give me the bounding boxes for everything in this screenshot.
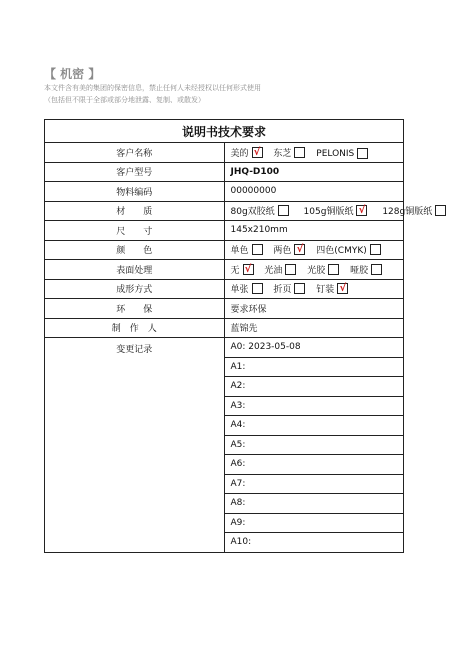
row-author bbox=[45, 318, 404, 338]
row-forming bbox=[45, 279, 404, 299]
checkbox[interactable] bbox=[328, 264, 339, 275]
checkbox[interactable] bbox=[252, 244, 263, 255]
customer-name-label: 客户名称 bbox=[45, 143, 225, 163]
option-label: 四色(CMYK) bbox=[316, 246, 367, 257]
option-four-color[interactable] bbox=[316, 243, 380, 256]
checkbox[interactable]: √ bbox=[337, 283, 348, 294]
spec-table bbox=[44, 119, 433, 553]
option-toshiba[interactable] bbox=[273, 146, 305, 159]
change-record-entry: A3: bbox=[224, 396, 404, 416]
forming-label: 成形方式 bbox=[45, 279, 225, 299]
change-record-label bbox=[45, 338, 225, 553]
change-record-entry: A9: bbox=[224, 513, 404, 533]
option-two-color[interactable] bbox=[273, 243, 305, 256]
option-pelonis[interactable] bbox=[316, 148, 368, 159]
change-record-entry: A0: 2023-05-08 bbox=[224, 338, 404, 358]
author-label: 制 作 人 bbox=[45, 318, 225, 338]
surface-options bbox=[224, 260, 404, 280]
option-label: 光油 bbox=[264, 265, 283, 276]
option-none[interactable] bbox=[231, 263, 254, 276]
color-label: 颜 色 bbox=[45, 240, 225, 260]
row-color bbox=[45, 240, 404, 260]
option-105g-coated[interactable] bbox=[304, 204, 368, 217]
row-customer-name bbox=[45, 143, 404, 163]
change-record-entry: A5: bbox=[224, 435, 404, 455]
checkbox[interactable]: √ bbox=[294, 244, 305, 255]
material-label: 材 质 bbox=[45, 201, 225, 221]
option-single-color[interactable] bbox=[231, 243, 263, 256]
option-128g-coated[interactable] bbox=[382, 204, 446, 217]
document-header bbox=[44, 66, 414, 106]
material-options bbox=[224, 201, 433, 221]
change-record-entry: A10: bbox=[224, 533, 404, 553]
row-material bbox=[45, 201, 404, 221]
option-single-sheet[interactable] bbox=[231, 282, 263, 295]
row-size bbox=[45, 221, 404, 241]
change-record-entry: A4: bbox=[224, 416, 404, 436]
checkbox[interactable] bbox=[278, 205, 289, 216]
checkbox[interactable]: √ bbox=[356, 205, 367, 216]
checkbox[interactable] bbox=[294, 147, 305, 158]
confidentiality-notice: 本文件含有美的集团的保密信息，禁止任何人未经授权以任何形式使用 bbox=[44, 84, 261, 92]
option-label: 折页 bbox=[273, 285, 292, 296]
change-record-entry: A1: bbox=[224, 357, 404, 377]
table-title: 说明书技术要求 bbox=[45, 120, 404, 143]
option-label: 美的 bbox=[230, 148, 249, 159]
option-80g-offset[interactable] bbox=[231, 204, 289, 217]
checkbox[interactable] bbox=[294, 283, 305, 294]
option-label: 无 bbox=[230, 265, 240, 276]
option-matte-laminate[interactable] bbox=[350, 263, 382, 276]
customer-model-label: 客户型号 bbox=[45, 162, 225, 182]
color-options bbox=[224, 240, 404, 260]
option-label: 哑胶 bbox=[350, 265, 369, 276]
checkbox[interactable]: √ bbox=[252, 147, 263, 158]
option-stapled[interactable] bbox=[316, 282, 348, 295]
change-record-entry: A8: bbox=[224, 494, 404, 514]
surface-label: 表面处理 bbox=[45, 260, 225, 280]
option-label: 80g双胶纸 bbox=[230, 207, 275, 218]
option-label: 钉装 bbox=[316, 285, 335, 296]
option-varnish[interactable] bbox=[264, 263, 296, 276]
option-label: 两色 bbox=[273, 246, 292, 257]
option-label: 东芝 bbox=[273, 148, 292, 159]
environment-label: 环 保 bbox=[45, 299, 225, 319]
size-value: 145x210mm bbox=[224, 221, 404, 241]
author-value: 蓝锦先 bbox=[224, 318, 404, 338]
option-label: 105g铜版纸 bbox=[303, 207, 354, 218]
checkbox[interactable] bbox=[435, 205, 446, 216]
customer-name-options bbox=[224, 143, 404, 163]
checkbox[interactable] bbox=[285, 264, 296, 275]
checkbox[interactable] bbox=[357, 148, 368, 159]
option-label: 光胶 bbox=[307, 265, 326, 276]
row-change-record bbox=[45, 338, 404, 358]
option-midea[interactable] bbox=[231, 146, 263, 159]
option-folded[interactable] bbox=[273, 282, 305, 295]
option-label: PELONIS bbox=[316, 148, 355, 159]
confidential-label: 【 机密 】 bbox=[44, 67, 101, 81]
environment-value: 要求环保 bbox=[224, 299, 404, 319]
row-environment bbox=[45, 299, 404, 319]
option-label: 128g铜版纸 bbox=[382, 207, 433, 218]
size-label: 尺 寸 bbox=[45, 221, 225, 241]
checkbox[interactable] bbox=[370, 244, 381, 255]
forming-options bbox=[224, 279, 404, 299]
checkbox[interactable] bbox=[252, 283, 263, 294]
customer-model-value: JHQ-D100 bbox=[224, 162, 404, 182]
material-code-value: 00000000 bbox=[224, 182, 404, 202]
change-record-label-text: 变更记录 bbox=[116, 345, 153, 355]
change-record-entry: A7: bbox=[224, 474, 404, 494]
change-record-entry: A2: bbox=[224, 377, 404, 397]
checkbox[interactable]: √ bbox=[243, 264, 254, 275]
option-gloss-laminate[interactable] bbox=[307, 263, 339, 276]
checkbox[interactable] bbox=[371, 264, 382, 275]
table-title-row bbox=[45, 120, 404, 143]
option-label: 单张 bbox=[230, 285, 249, 296]
material-code-label: 物料编码 bbox=[45, 182, 225, 202]
row-material-code bbox=[45, 182, 404, 202]
change-record-entry: A6: bbox=[224, 455, 404, 475]
confidentiality-scope: （包括但不限于全部或部分地泄露、复制、或散发） bbox=[44, 96, 205, 104]
row-surface bbox=[45, 260, 404, 280]
row-customer-model bbox=[45, 162, 404, 182]
option-label: 单色 bbox=[230, 246, 249, 257]
